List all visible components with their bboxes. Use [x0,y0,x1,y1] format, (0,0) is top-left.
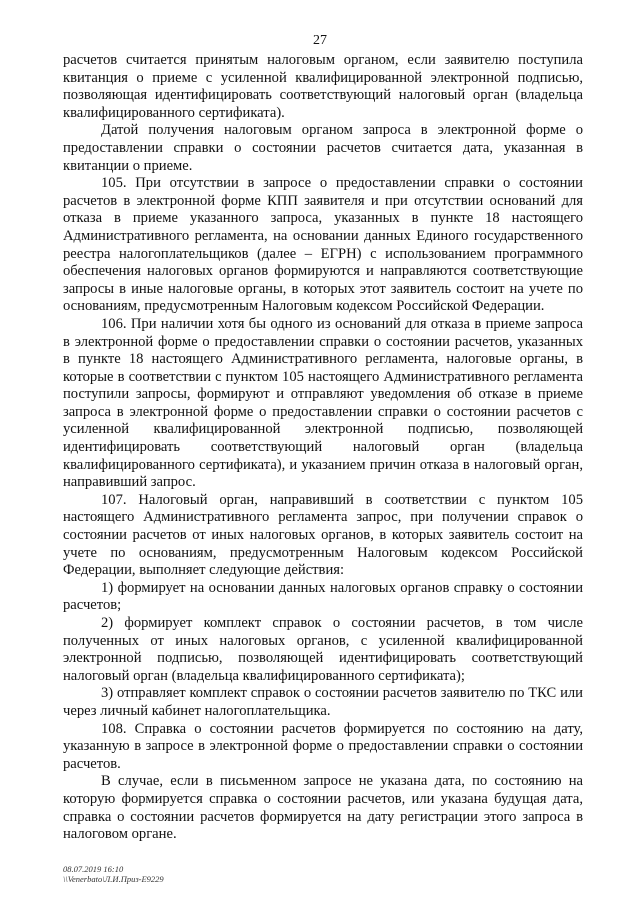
page-number: 27 [313,33,327,48]
list-item: 1) формирует на основании данных налоговых органов справку о состоянии расчетов; [63,579,583,614]
list-item: 2) формирует комплект справок о состоянии расчетов, в том числе полученных от иных налоговых органов, с усиленной квалифицированной электронной подписью, позволяющей идентифицировать соответствующий налоговый орган (владельца квалифицированного сертификата); [63,615,583,684]
footer-file-path: \\Venerbato\Л.И.Приз-Е9229 [63,874,164,884]
document-footer [63,864,164,884]
list-item: 3) отправляет комплект справок о состоянии расчетов заявителю по ТКС или через личный кабинет налогоплательщика. [63,685,583,719]
paragraph-108: 108. Справка о состоянии расчетов формируется по состоянию на дату, указанную в запросе в электронной форме о предоставлении справки о состоянии расчетов. [63,720,583,772]
paragraph: расчетов считается принятым налоговым органом, если заявителю поступила квитанция о приеме с усиленной квалифицированной электронной подписью, позволяющая идентифицировать соответствующий налоговый орган (владельца квалифицированного сертификата). [63,52,583,121]
paragraph-107: 107. Налоговый орган, направивший в соответствии с пунктом 105 настоящего Административного регламента запрос, при получении справок о состоянии расчетов от иных налоговых органов, в которых заявитель состоит на учете по основаниям, предусмотренным Налоговым кодексом Российской Федерации, выполняет следующие действия: [63,491,583,579]
paragraph-106: 106. При наличии хотя бы одного из оснований для отказа в приеме запроса в электронной форме о предоставлении справки о состоянии расчетов, указанных в пункте 18 настоящего Административного регламента, налоговые органы, в которые в соответствии с пунктом 105 настоящего Административного регламента поступили запросы, формируют и отправляют уведомления об отказе в приеме запроса в электронной форме о предоставлении справки о состоянии расчетов с усиленной квалифицированной электронной подписью, позволяющей идентифицировать соответствующий налоговый орган (владельца квалифицированного сертификата), и указанием причин отказа в налоговый орган, направивший запрос. [63,315,583,491]
paragraph: Датой получения налоговым органом запроса в электронной форме о предоставлении справки о состоянии расчетов считается дата, указанная в квитанции о приеме. [63,122,583,174]
document-body [63,52,583,844]
paragraph: В случае, если в письменном запросе не указана дата, по состоянию на которую формируется справка о состоянии расчетов, или указана будущая дата, справка о состоянии расчетов формируется на дату регистрации этого запроса в налоговом органе. [63,773,583,843]
footer-timestamp: 08.07.2019 16:10 [63,864,124,874]
paragraph-105: 105. При отсутствии в запросе о предоставлении справки о состоянии расчетов в электронной форме КПП заявителя и при отсутствии оснований для отказа в приеме указанного запроса, указанных в пункте 18 настоящего Административного регламента, на основании данных Единого государственного реестра налогоплательщиков (далее – ЕГРН) с использованием программного обеспечения налоговых органов формируются и направляются соответствующие запросы в иные налоговые органы, в которых этот заявитель состоит на учете по основаниям, предусмотренным Налоговым кодексом Российской Федерации. [63,175,583,315]
